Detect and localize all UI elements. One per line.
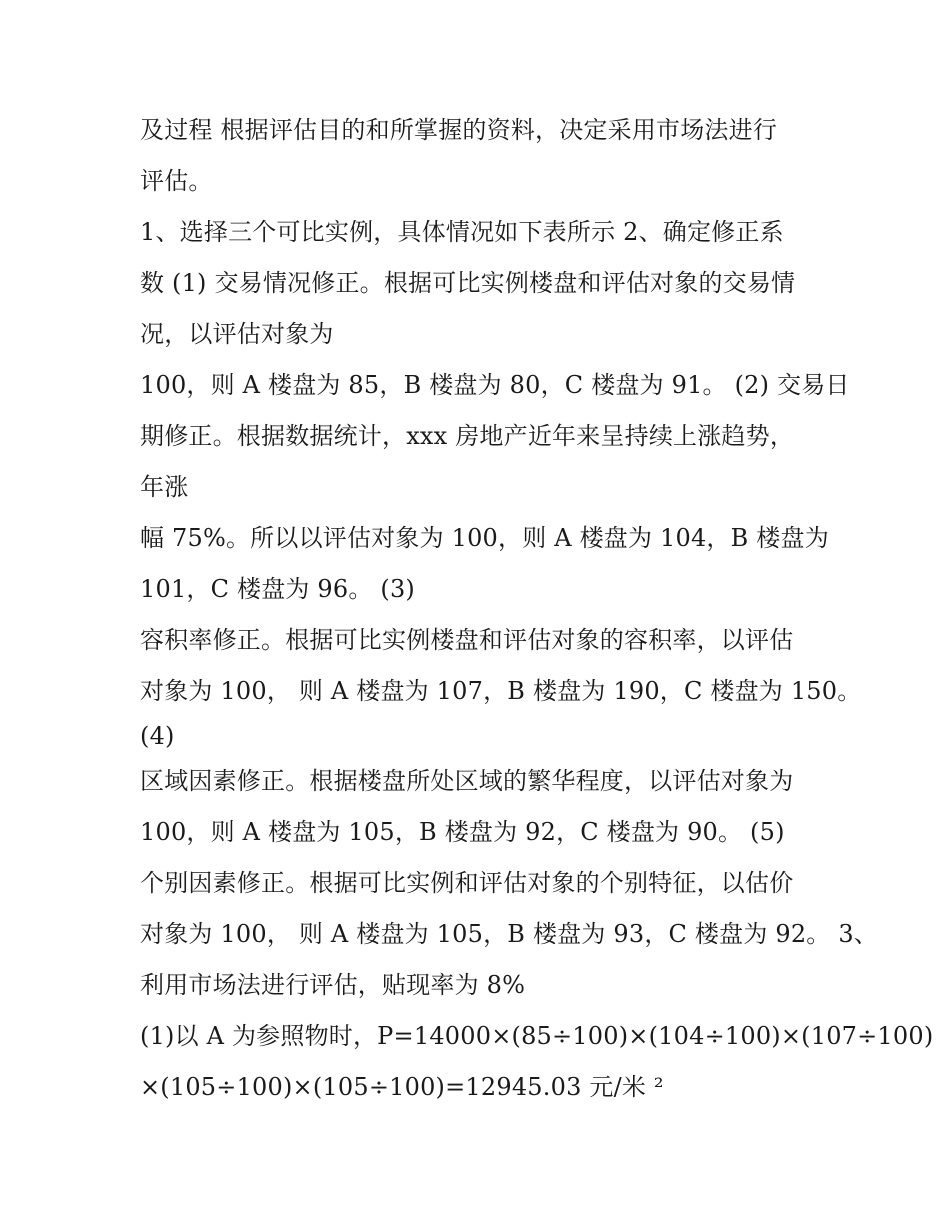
text-line: 年涨 xyxy=(140,473,189,501)
document-body xyxy=(140,108,934,1116)
text-line: 区域因素修正。根据楼盘所处区域的繁华程度，以评估对象为 xyxy=(140,767,794,795)
text-line: 101，C 楼盘为 96。 (3) xyxy=(140,575,415,603)
text-line: 100，则 A 楼盘为 105，B 楼盘为 92，C 楼盘为 90。 (5) xyxy=(140,818,785,846)
text-line: (1)以 A 为参照物时，P=14000×(85÷100)×(104÷100)×(107÷100) xyxy=(140,1022,934,1050)
text-line: 利用市场法进行评估，贴现率为 8% xyxy=(140,971,526,999)
text-line: 容积率修正。根据可比实例楼盘和评估对象的容积率，以评估 xyxy=(140,626,794,654)
text-line: 数 (1) 交易情况修正。根据可比实例楼盘和评估对象的交易情 xyxy=(140,269,796,297)
text-line: 100，则 A 楼盘为 85，B 楼盘为 80，C 楼盘为 91。 (2) 交易日 xyxy=(140,371,850,399)
text-line: 1、选择三个可比实例，具体情况如下表所示 2、确定修正系 xyxy=(140,218,784,246)
text-line: 及过程 根据评估目的和所掌握的资料，决定采用市场法进行 xyxy=(140,116,778,144)
text-line: 评估。 xyxy=(140,167,213,195)
text-line: 对象为 100， 则 A 楼盘为 105，B 楼盘为 93，C 楼盘为 92。 3、 xyxy=(140,920,878,948)
text-line: 况，以评估对象为 xyxy=(140,320,334,348)
text-line: 对象为 100， 则 A 楼盘为 107，B 楼盘为 190，C 楼盘为 150。 xyxy=(140,677,862,705)
text-line: 幅 75%。所以以评估对象为 100，则 A 楼盘为 104，B 楼盘为 xyxy=(140,524,829,552)
text-line: ×(105÷100)×(105÷100)=12945.03 元/米 ² xyxy=(140,1073,664,1101)
text-line: (4) xyxy=(140,722,175,750)
text-line: 期修正。根据数据统计，xxx 房地产近年来呈持续上涨趋势， xyxy=(140,422,795,450)
text-line: 个别因素修正。根据可比实例和评估对象的个别特征，以估价 xyxy=(140,869,794,897)
